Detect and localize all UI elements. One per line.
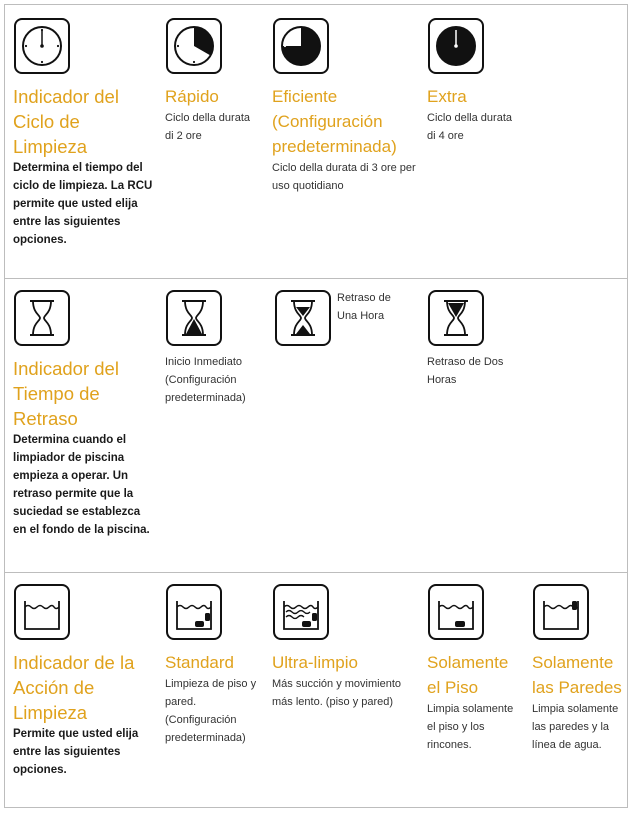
option-description: Ciclo della durata di 4 ore: [427, 112, 512, 142]
clock-quarter-icon: [165, 17, 223, 75]
option-description: Ciclo della durata di 3 ore per uso quotidiano: [272, 162, 416, 192]
option-extra: [427, 17, 522, 145]
option-solamente-piso: [427, 583, 522, 754]
delay-indicator-description: Determina cuando el limpiador de piscina empieza a operar. Un retraso permite que la suciedad se establezca en el fondo de la piscina.: [13, 434, 150, 536]
hourglass-half-icon: [274, 289, 332, 347]
pool-floor-icon: [427, 583, 485, 641]
option-title: Ultra-limpio: [272, 653, 358, 672]
cycle-indicator-title: Indicador del Ciclo de Limpieza: [13, 86, 119, 157]
pool-waves-icon: [272, 583, 330, 641]
option-inicio-inmediato: [165, 289, 265, 407]
row-divider: [4, 572, 628, 573]
option-description: Limpia solamente las paredes y la línea de agua.: [532, 703, 619, 751]
option-description: Limpieza de piso y pared. (Configuración predeterminada): [165, 678, 257, 744]
option-description: Más succión y movimiento más lento. (piso y pared): [272, 678, 401, 708]
option-standard: [165, 583, 263, 747]
row-divider: [4, 278, 628, 279]
option-description: Ciclo della durata di 2 ore: [165, 112, 250, 142]
option-description: Retraso de Una Hora: [337, 292, 391, 322]
option-solamente-paredes: [532, 583, 624, 754]
pool-wall-icon: [532, 583, 590, 641]
option-retraso-dos-horas: [427, 289, 527, 389]
hourglass-top-icon: [427, 289, 485, 347]
option-title: Eficiente (Configuración predeterminada): [272, 87, 397, 156]
clock-full-icon: [427, 17, 485, 75]
option-title: Standard: [165, 653, 234, 672]
option-eficiente: [272, 17, 417, 195]
hourglass-full-icon: [165, 289, 223, 347]
option-description: Limpia solamente el piso y los rincones.: [427, 703, 514, 751]
option-rapido: [165, 17, 260, 145]
option-ultra-limpio: [272, 583, 407, 711]
clock-half-icon: [272, 17, 330, 75]
option-retraso-una-hora: [274, 289, 334, 347]
option-title: Rápido: [165, 87, 219, 106]
option-title: Solamente las Paredes: [532, 653, 622, 697]
action-indicator-title: Indicador de la Acción de Limpieza: [13, 652, 135, 723]
option-title: Extra: [427, 87, 467, 106]
option-title: Solamente el Piso: [427, 653, 509, 697]
action-indicator-cell: [13, 583, 158, 779]
cycle-indicator-cell: [13, 17, 153, 249]
pool-empty-icon: [13, 583, 71, 641]
hourglass-empty-icon: [13, 289, 71, 347]
action-indicator-description: Permite que usted elija entre las siguientes opciones.: [13, 728, 139, 776]
delay-indicator-cell: [13, 289, 153, 539]
cycle-indicator-description: Determina el tiempo del ciclo de limpieza. La RCU permite que usted elija entre las siguientes opciones.: [13, 162, 153, 246]
delay-indicator-title: Indicador del Tiempo de Retraso: [13, 358, 119, 429]
option-description: Retraso de Dos Horas: [427, 356, 504, 386]
option-description: Inicio Inmediato (Configuración predeterminada): [165, 356, 246, 404]
pool-standard-icon: [165, 583, 223, 641]
clock-empty-icon: [13, 17, 71, 75]
